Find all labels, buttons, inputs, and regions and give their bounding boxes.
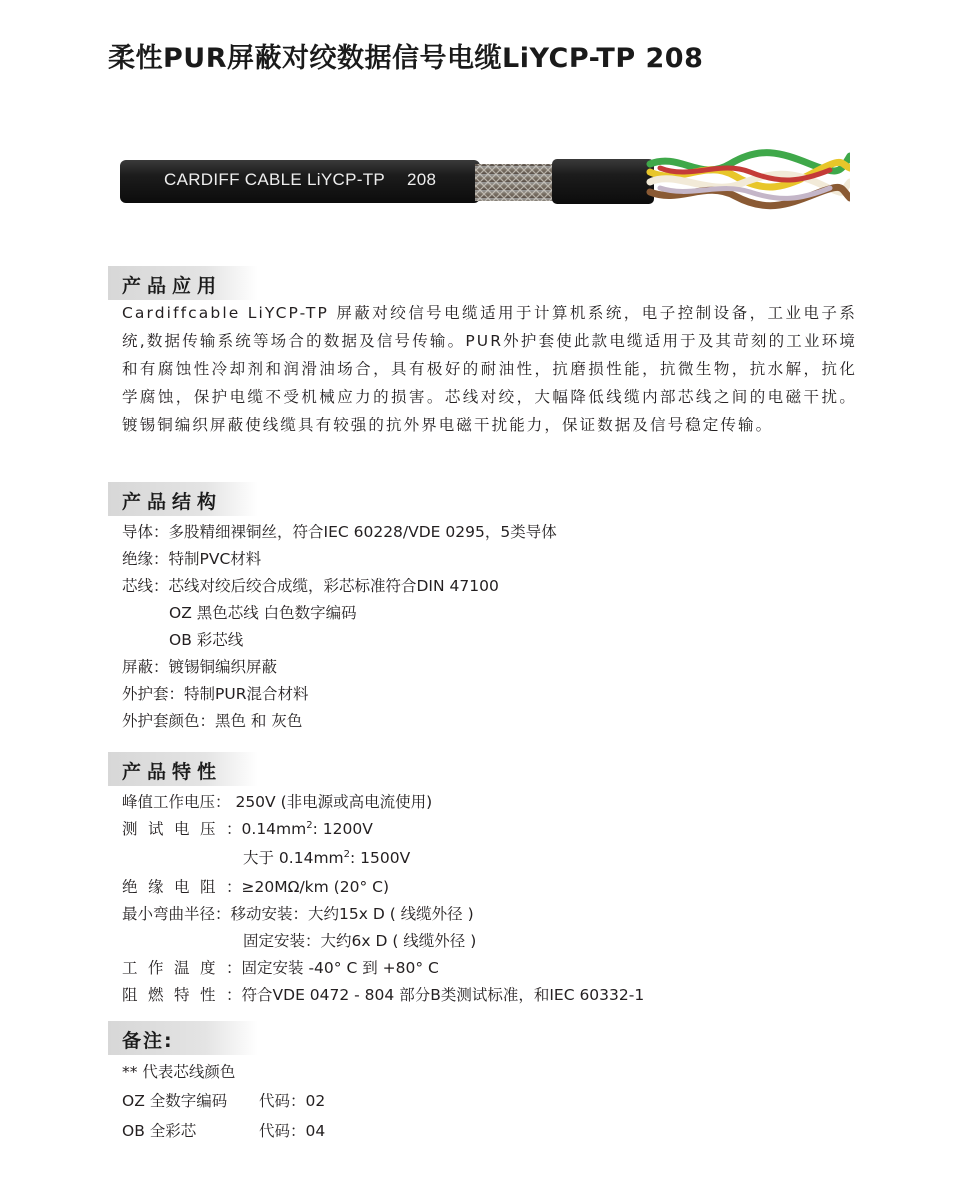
prop-working-temperature [122, 956, 439, 978]
cable-brand: CARDIFF CABLE LiYCP-TP [164, 170, 386, 189]
prop-working-temperature-colon: ： [226, 959, 242, 977]
prop-peak-voltage-value: 250V (非电源或高电流使用) [235, 793, 433, 811]
note-line-2 [122, 1119, 326, 1141]
prop-working-temperature-value: 固定安装 -40° C 到 +80° C [241, 959, 439, 977]
prop-insulation-resistance [122, 875, 389, 897]
prop-test-voltage-label: 测试电压 [122, 820, 227, 838]
note-line-2-code: 代码：04 [259, 1122, 326, 1140]
page-title: 柔性PUR屏蔽对绞数据信号电缆LiYCP-TP 208 [108, 43, 704, 74]
section-heading-application: 产品应用 [122, 275, 223, 297]
prop-test-voltage-line2 [243, 846, 410, 868]
prop-peak-voltage [122, 790, 432, 812]
prop-working-temperature-label: 工作温度 [122, 959, 227, 977]
prop-test-voltage-line2-prefix: 大于 0.14mm [243, 849, 344, 867]
prop-flame-retardant-label: 阻燃特性 [122, 986, 227, 1004]
prop-test-voltage-line2-suffix: : 1500V [350, 849, 411, 867]
prop-test-voltage-line1-suffix: : 1200V [312, 820, 373, 838]
prop-bend-radius-line2: 固定安装：大约6x D ( 线缆外径 ) [243, 932, 477, 950]
prop-bend-radius [122, 902, 474, 924]
cable-print [164, 170, 436, 190]
cable-image [120, 142, 850, 222]
prop-test-voltage [122, 817, 373, 839]
cable-number: 208 [407, 170, 437, 189]
note-line-1-code: 代码：02 [259, 1092, 326, 1110]
prop-test-voltage-colon: ： [226, 820, 242, 838]
structure-conductor: 导体：多股精细裸铜丝，符合IEC 60228/VDE 0295，5类导体 [122, 523, 557, 541]
note-line-2-left: OB 全彩芯 [122, 1122, 197, 1140]
section-heading-notes: 备注: [122, 1030, 174, 1052]
note-line-1-left: OZ 全数字编码 [122, 1092, 228, 1110]
prop-test-voltage-line1-prefix: 0.14mm [241, 820, 307, 838]
structure-insulation: 绝缘：特制PVC材料 [122, 550, 262, 568]
prop-insulation-resistance-value: ≥20MΩ/km (20° C) [241, 878, 390, 896]
prop-bend-radius-line1: 移动安装：大约15x D ( 线缆外径 ) [230, 905, 474, 923]
section-heading-structure: 产品结构 [122, 491, 223, 513]
prop-insulation-resistance-colon: ： [226, 878, 242, 896]
structure-core: 芯线：芯线对绞后绞合成缆，彩芯标准符合DIN 47100 [122, 577, 499, 595]
prop-bend-radius-label: 最小弯曲半径： [122, 905, 231, 923]
prop-flame-retardant-colon: ： [226, 986, 242, 1004]
note-line-1 [122, 1089, 326, 1111]
application-paragraph: Cardiffcable LiYCP-TP 屏蔽对绞信号电缆适用于计算机系统，电子控制设备，工业电子系统,数据传输系统等场合的数据及信号传输。PUR外护套使此款电缆适用于及其苛刻的工业环境和有腐蚀性冷却剂和润滑油场合，具有极好的耐油性，抗磨损性能，抗微生物，抗水解，抗化学腐蚀，保护电缆不受机械应力的损害。芯线对绞，大幅降低线缆内部芯线之间的电磁干扰。镀锡铜编织屏蔽使线缆具有较强的抗外界电磁干扰能力，保证数据及信号稳定传输。 [122, 304, 857, 434]
prop-flame-retardant [122, 983, 644, 1005]
structure-jacket-color: 外护套颜色：黑色 和 灰色 [122, 712, 303, 730]
section-heading-properties: 产品特性 [122, 761, 223, 783]
structure-core-oz: OZ 黑色芯线 白色数字编码 [169, 604, 357, 622]
structure-core-ob: OB 彩芯线 [169, 631, 244, 649]
structure-jacket: 外护套：特制PUR混合材料 [122, 685, 309, 703]
note-line-0: ** 代表芯线颜色 [122, 1063, 236, 1081]
prop-test-voltage-line1-sup: 2 [306, 820, 313, 831]
prop-test-voltage-line2-sup: 2 [343, 849, 351, 860]
prop-insulation-resistance-label: 绝缘电阻 [122, 878, 227, 896]
structure-shield: 屏蔽：镀锡铜编织屏蔽 [122, 658, 278, 676]
prop-flame-retardant-value: 符合VDE 0472 - 804 部分B类测试标准，和IEC 60332-1 [241, 986, 645, 1004]
prop-peak-voltage-label: 峰值工作电压： [122, 793, 231, 811]
